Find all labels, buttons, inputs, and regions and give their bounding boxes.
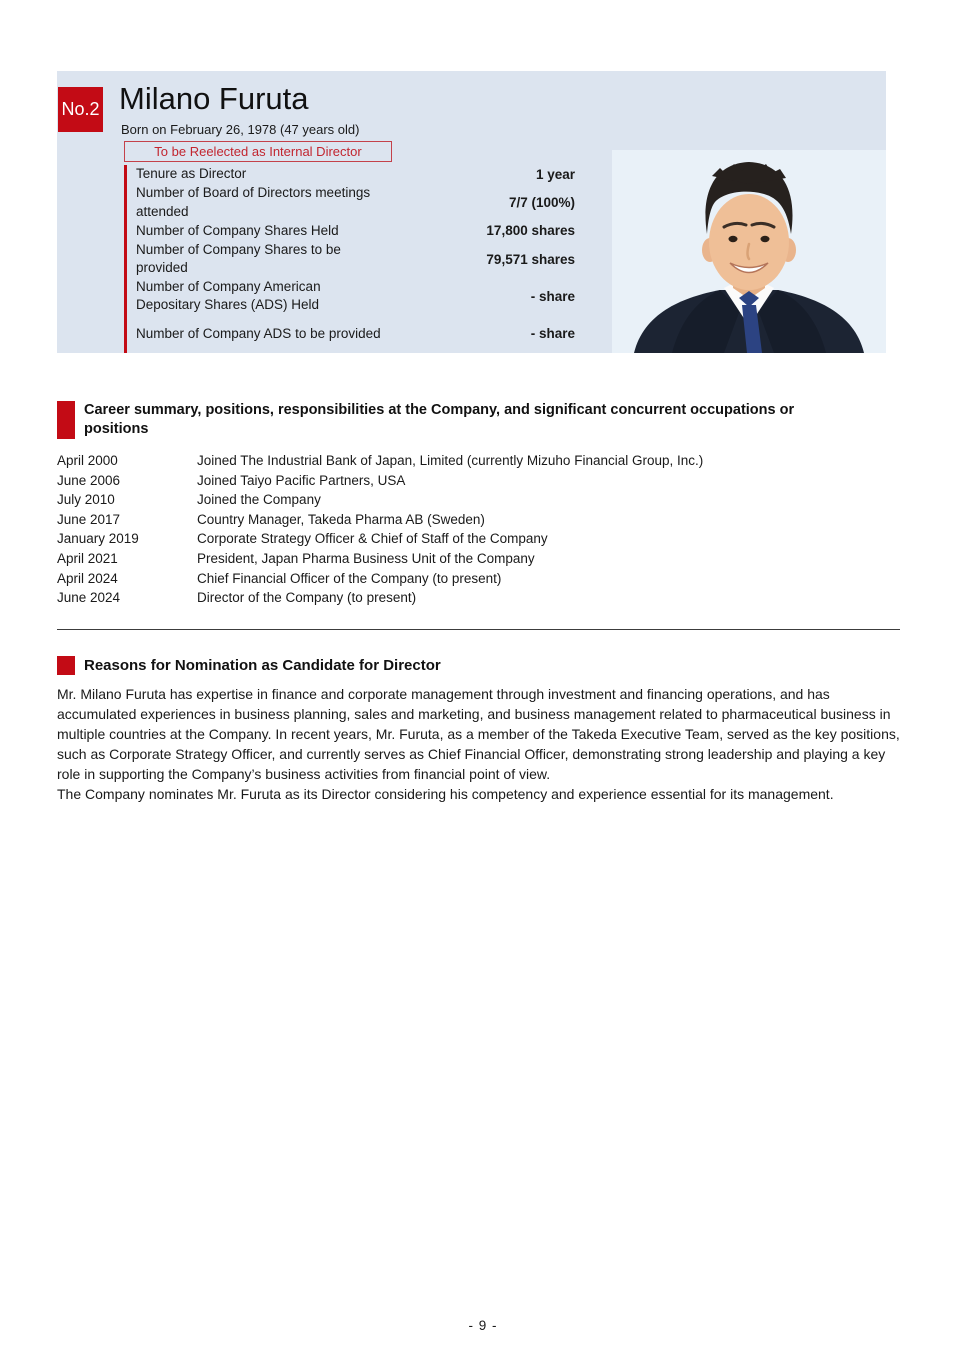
career-entry: [57, 529, 703, 549]
career-entry: [57, 549, 703, 569]
stat-label: Number of Company ADS to be provided: [136, 325, 381, 341]
section-bullet-icon: [57, 656, 75, 675]
career-heading-text: Career summary, positions, responsibilities at the Company, and significant concurrent occupations or positions: [84, 402, 795, 437]
career-date: June 2024: [57, 590, 121, 606]
stat-row: [136, 184, 575, 221]
reasons-paragraph: The Company nominates Mr. Furuta as its Director considering his competency and experience essential for its management.: [57, 785, 834, 802]
career-description: Corporate Strategy Officer & Chief of Staff of the Company: [197, 531, 548, 547]
stat-label: Number of Board of Directors meetings attended: [136, 185, 371, 219]
career-section-heading: [57, 401, 856, 439]
stat-row: [136, 278, 575, 315]
career-description: Joined the Company: [197, 492, 321, 508]
candidate-photo: [612, 150, 886, 353]
page-number: - 9 -: [468, 1318, 498, 1333]
reelection-status-box: To be Reelected as Internal Director: [124, 141, 392, 162]
career-description: Joined The Industrial Bank of Japan, Limited (currently Mizuho Financial Group, Inc.): [197, 453, 704, 468]
stat-value: 79,571 shares: [486, 251, 575, 267]
career-date: January 2019: [57, 531, 139, 547]
career-description: Joined Taiyo Pacific Partners, USA: [197, 472, 406, 488]
stat-value: 17,800 shares: [486, 223, 575, 239]
career-description: Director of the Company (to present): [197, 590, 417, 606]
stat-row: [136, 221, 575, 240]
career-date: June 2017: [57, 511, 121, 527]
person-portrait-icon: [612, 150, 886, 353]
candidate-stats-table: [124, 165, 575, 353]
career-entry: [57, 569, 703, 589]
reasons-section-heading: [57, 656, 441, 675]
stat-value: 7/7 (100%): [508, 195, 575, 211]
stat-label: Tenure as Director: [136, 166, 247, 182]
career-entry: [57, 471, 703, 491]
stat-row: [136, 315, 575, 352]
career-entry: [57, 490, 703, 510]
reasons-heading-text: Reasons for Nomination as Candidate for Director: [84, 657, 441, 674]
stat-value: - share: [530, 288, 575, 304]
stat-label: Number of Company Shares Held: [136, 222, 339, 238]
reasons-paragraph: Mr. Milano Furuta has expertise in finance and corporate management through investment and financing operations, and has accumulated experiences in business planning, sales and marketing, and business management related to pharmaceutical business in multiple countries at the Company. In recent years, Mr. Furuta, as a member of the Takeda Executive Team, served as the key positions, such as Corporate Strategy Officer, and currently serves as Chief Financial Officer, demonstrating strong leadership and playing a key role in supporting the Company’s business activities from financial point of view.: [57, 686, 900, 782]
career-date: July 2010: [57, 492, 115, 508]
stat-row: [136, 165, 575, 184]
career-date: April 2000: [57, 453, 118, 468]
career-entry: [57, 510, 703, 530]
stat-row: [136, 240, 575, 277]
career-description: Chief Financial Officer of the Company (to present): [197, 570, 502, 586]
candidate-birth-date: Born on February 26, 1978 (47 years old): [121, 122, 360, 137]
stat-label: Number of Company American Depositary Shares (ADS) Held: [136, 278, 321, 313]
stat-label: Number of Company Shares to be provided: [136, 241, 341, 276]
candidate-name: Milano Furuta: [119, 81, 309, 116]
career-timeline: [57, 451, 703, 608]
reasons-body: [57, 685, 905, 804]
section-divider: [57, 629, 900, 630]
career-date: April 2024: [57, 570, 118, 586]
career-date: June 2006: [57, 472, 121, 488]
section-bullet-icon: [57, 401, 75, 439]
career-date: April 2021: [57, 550, 118, 566]
candidate-header-section: [57, 71, 886, 353]
stat-value: 1 year: [535, 167, 575, 182]
career-description: Country Manager, Takeda Pharma AB (Sweden): [197, 511, 485, 527]
career-entry: [57, 588, 703, 608]
candidate-number-badge: No.2: [58, 87, 103, 132]
stat-value: - share: [530, 326, 575, 342]
career-description: President, Japan Pharma Business Unit of the Company: [197, 550, 535, 566]
career-entry: [57, 451, 703, 471]
